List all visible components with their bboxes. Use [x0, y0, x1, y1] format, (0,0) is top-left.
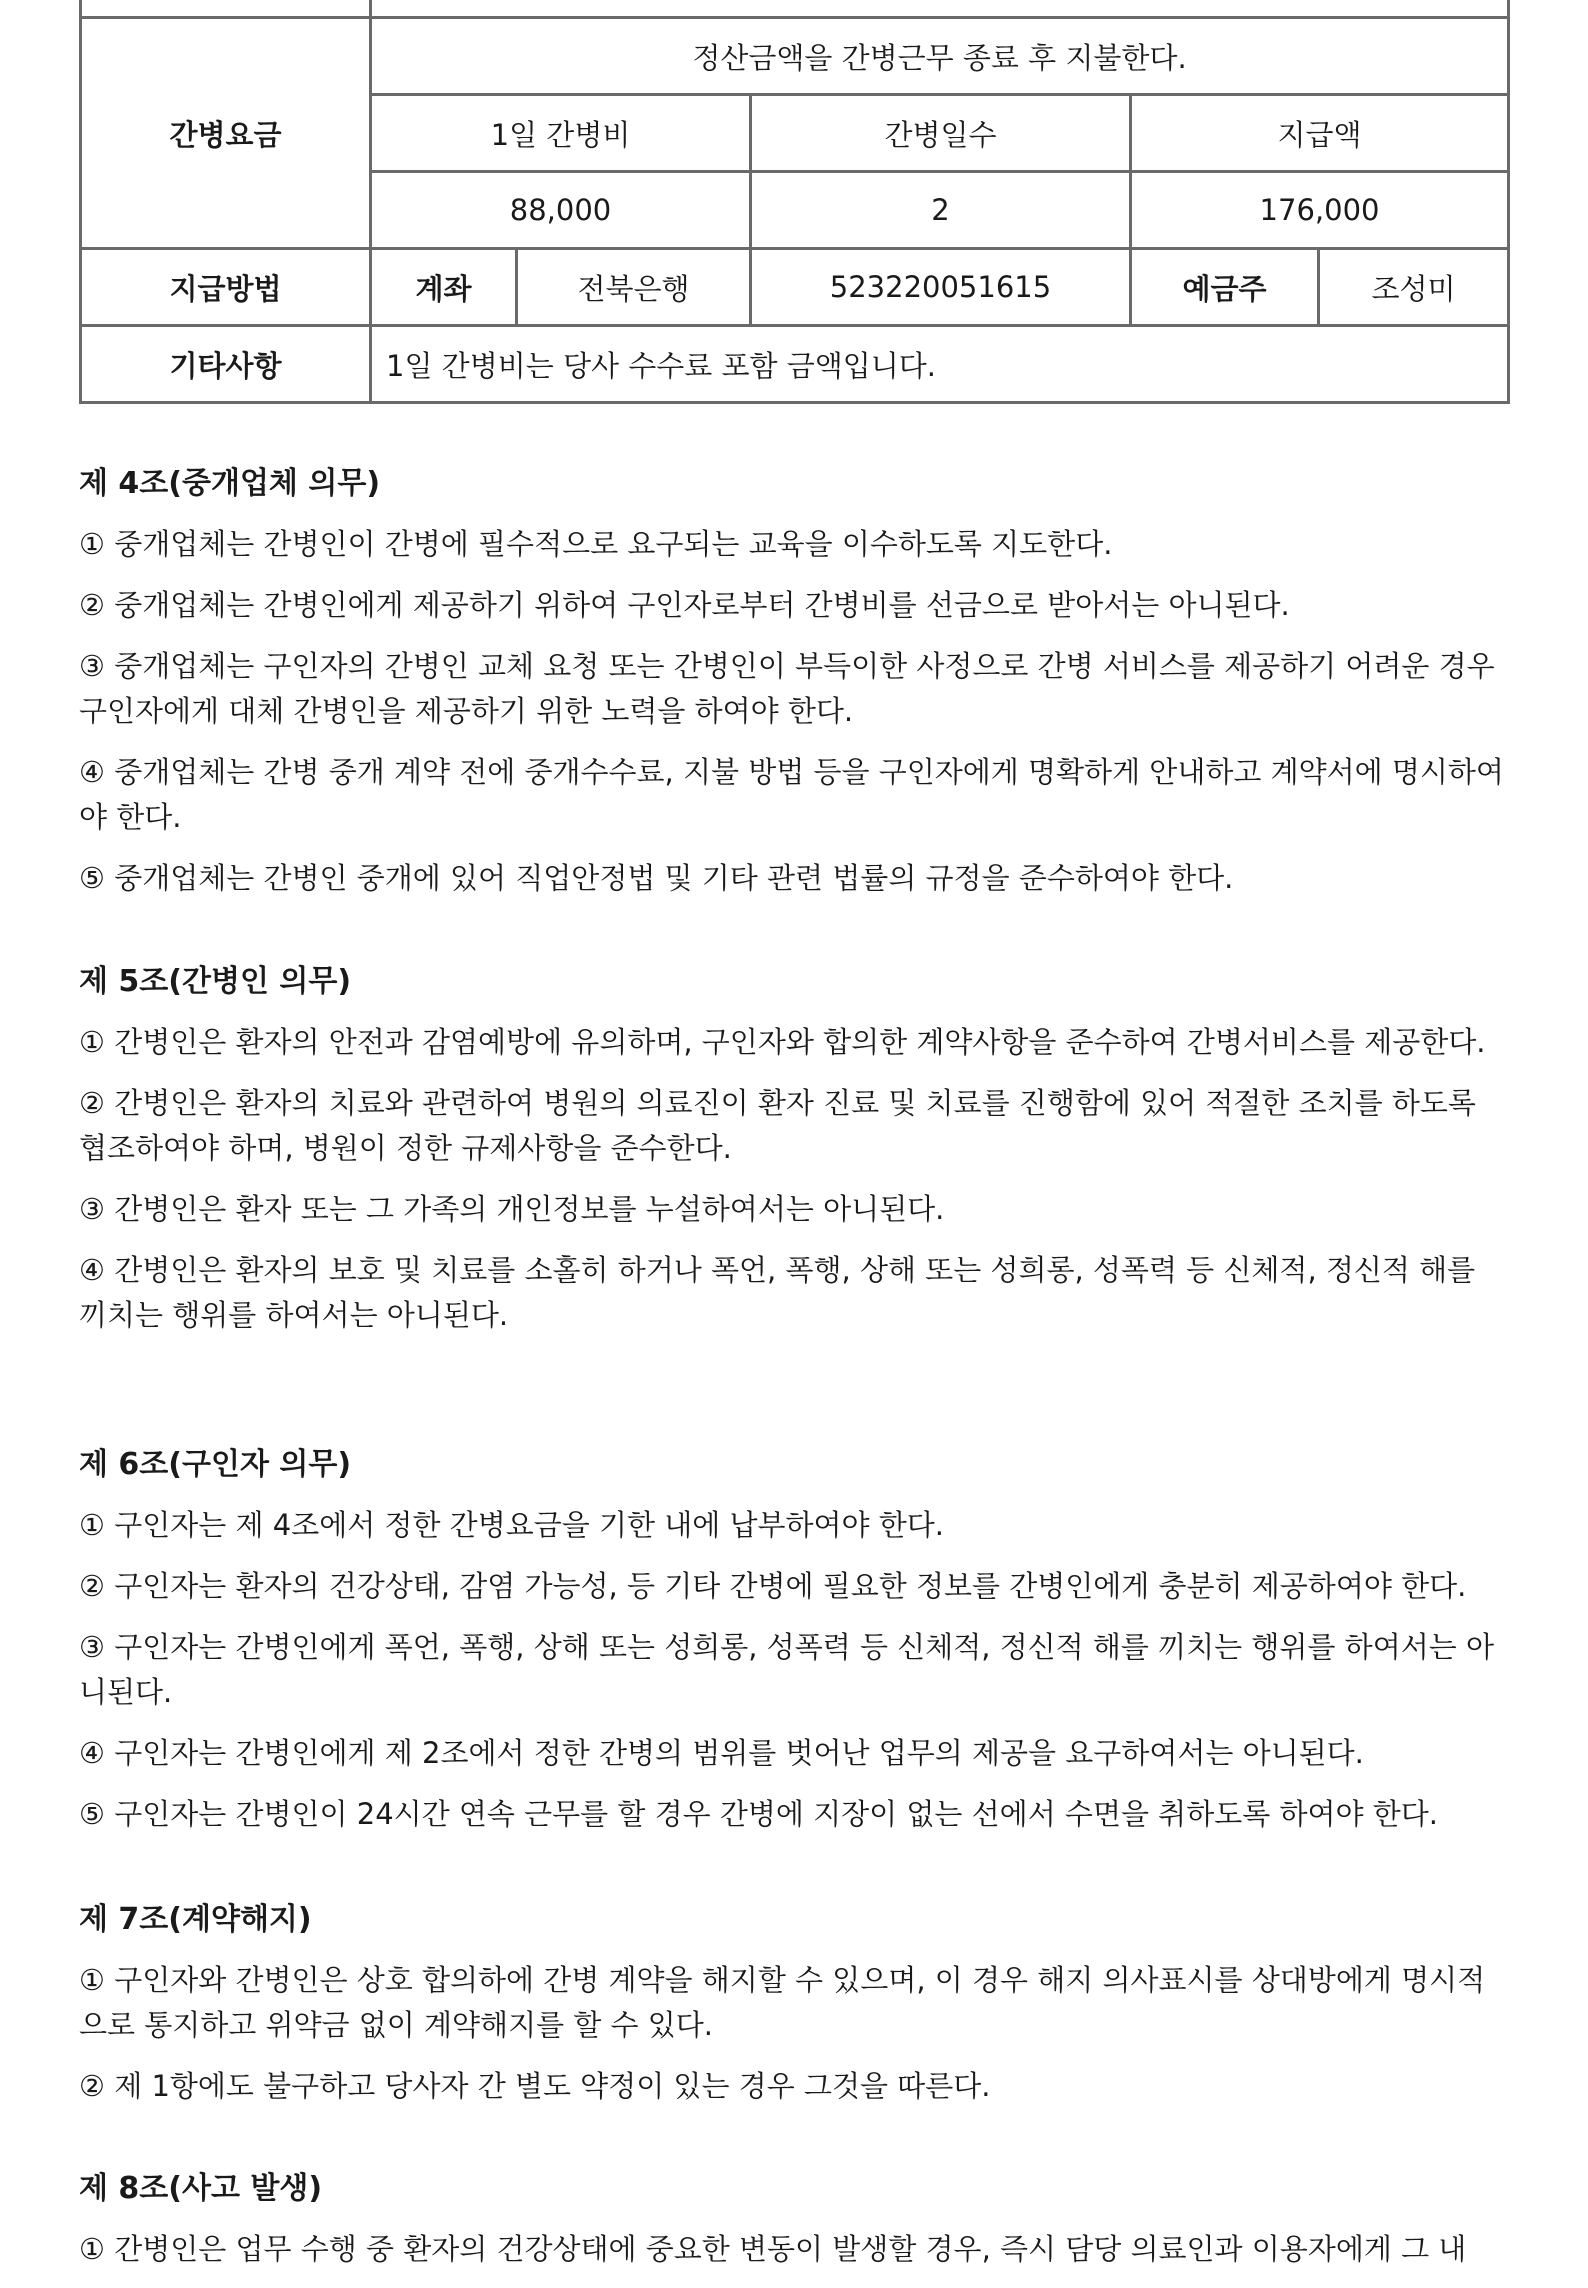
article-item: ④ 간병인은 환자의 보호 및 치료를 소홀히 하거나 폭언, 폭행, 상해 또는 성희롱, 성폭력 등 신체적, 정신적 해를 끼치는 행위를 하여서는 아니된다. [79, 1253, 1476, 1332]
article-title: 제 8조(사고 발생) [79, 2171, 323, 2206]
total-value: 176,000 [1131, 172, 1509, 249]
empty-cell [371, 0, 1509, 18]
fee-label: 간병요금 [81, 18, 371, 249]
daily-fee-header: 1일 간병비 [371, 95, 751, 172]
total-header: 지급액 [1131, 95, 1509, 172]
article-title: 제 5조(간병인 의무) [79, 964, 352, 999]
settlement-note: 정산금액을 간병근무 종료 후 지불한다. [371, 18, 1509, 95]
etc-text: 1일 간병비는 당사 수수료 포함 금액입니다. [371, 326, 1509, 403]
article-item: ⑤ 중개업체는 간병인 중개에 있어 직업안정법 및 기타 관련 법률의 규정을 준수하여야 한다. [79, 861, 1234, 895]
article-item: ④ 구인자는 간병인에게 제 2조에서 정한 간병의 범위를 벗어난 업무의 제공을 요구하여서는 아니된다. [79, 1736, 1364, 1770]
article-item: ③ 구인자는 간병인에게 폭언, 폭행, 상해 또는 성희롱, 성폭력 등 신체적, 정신적 해를 끼치는 행위를 하여서는 아니된다. [79, 1630, 1494, 1709]
article-item: ② 제 1항에도 불구하고 당사자 간 별도 약정이 있는 경우 그것을 따른다. [79, 2069, 991, 2103]
payment-row [81, 249, 1509, 326]
article-4 [79, 462, 1511, 917]
article-title: 제 6조(구인자 의무) [79, 1447, 352, 1482]
etc-label: 기타사항 [81, 326, 371, 403]
article-item: ② 구인자는 환자의 건강상태, 감염 가능성, 등 기타 간병에 필요한 정보를 간병인에게 충분히 제공하여야 한다. [79, 1569, 1467, 1603]
article-8 [79, 2167, 1511, 2288]
article-item: ① 구인자와 간병인은 상호 합의하에 간병 계약을 해지할 수 있으며, 이 경우 해지 의사표시를 상대방에게 명시적으로 통지하고 위약금 없이 계약해지를 할 수 있다. [79, 1963, 1486, 2042]
article-item: ① 간병인은 업무 수행 중 환자의 건강상태에 중요한 변동이 발생할 경우, 즉시 담당 의료인과 이용자에게 그 내 [79, 2232, 1467, 2266]
etc-row [81, 326, 1509, 403]
article-item: ① 중개업체는 간병인이 간병에 필수적으로 요구되는 교육을 이수하도록 지도한다. [79, 527, 1113, 561]
article-item: ⑤ 구인자는 간병인이 24시간 연속 근무를 할 경우 간병에 지장이 없는 선에서 수면을 취하도록 하여야 한다. [79, 1797, 1438, 1831]
fee-table [79, 0, 1510, 404]
daily-fee-value: 88,000 [371, 172, 751, 249]
holder-label: 예금주 [1131, 249, 1319, 326]
article-5 [79, 960, 1511, 1354]
article-item: ① 간병인은 환자의 안전과 감염예방에 유의하며, 구인자와 합의한 계약사항을 준수하여 간병서비스를 제공한다. [79, 1025, 1486, 1059]
fee-table-top-row [81, 0, 1509, 18]
article-6 [79, 1443, 1511, 1853]
bank-name: 전북은행 [517, 249, 751, 326]
article-item: ② 간병인은 환자의 치료와 관련하여 병원의 의료진이 환자 진료 및 치료를 진행함에 있어 적절한 조치를 하도록 협조하여야 하며, 병원이 정한 규제사항을 준수한다. [79, 1086, 1476, 1165]
article-title: 제 7조(계약해지) [79, 1902, 312, 1937]
article-item: ③ 중개업체는 구인자의 간병인 교체 요청 또는 간병인이 부득이한 사정으로 간병 서비스를 제공하기 어려운 경우 구인자에게 대체 간병인을 제공하기 위한 노력을 하여야 한다. [79, 649, 1495, 728]
article-item: ④ 중개업체는 간병 중개 계약 전에 중개수수료, 지불 방법 등을 구인자에게 명확하게 안내하고 계약서에 명시하여야 한다. [79, 755, 1504, 834]
days-value: 2 [751, 172, 1131, 249]
days-header: 간병일수 [751, 95, 1131, 172]
article-item: ① 구인자는 제 4조에서 정한 간병요금을 기한 내에 납부하여야 한다. [79, 1508, 944, 1542]
article-title: 제 4조(중개업체 의무) [79, 466, 381, 501]
holder-name: 조성미 [1319, 249, 1509, 326]
account-number: 523220051615 [751, 249, 1131, 326]
article-7 [79, 1898, 1511, 2125]
article-item: ② 중개업체는 간병인에게 제공하기 위하여 구인자로부터 간병비를 선금으로 받아서는 아니된다. [79, 588, 1290, 622]
empty-cell [81, 0, 371, 18]
fee-note-row [81, 18, 1509, 95]
account-label: 계좌 [371, 249, 517, 326]
article-item: ③ 간병인은 환자 또는 그 가족의 개인정보를 누설하여서는 아니된다. [79, 1192, 945, 1226]
payment-method-label: 지급방법 [81, 249, 371, 326]
